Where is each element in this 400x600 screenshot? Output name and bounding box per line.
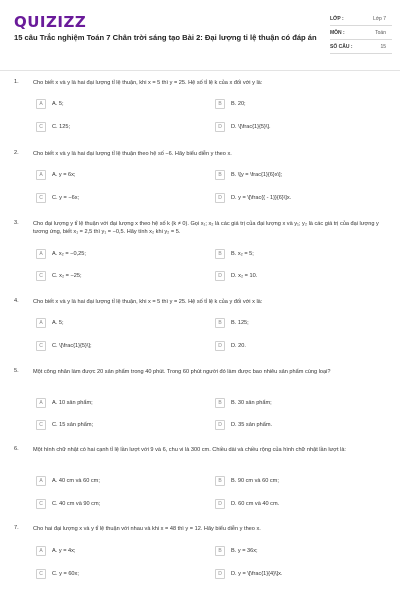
option-text: C. 15 sản phẩm;: [52, 422, 94, 428]
meta-key: MÔN :: [330, 29, 345, 36]
option-letter: A: [36, 398, 46, 408]
option-a[interactable]: [36, 397, 93, 409]
option-a[interactable]: [36, 545, 75, 557]
option-letter: C: [36, 193, 46, 203]
option-text: B. x₂ = 5;: [231, 251, 254, 257]
option-a[interactable]: [36, 248, 86, 260]
option-b[interactable]: [215, 317, 249, 329]
question-text: Cho đại lượng y tỉ lệ thuận với đại lượng x theo hệ số k (k ≠ 0). Gọi x₁; x₂ là các giá trị của đại lượng x và y₁; y₂ là các giá trị của đại lượng y tương ứng, biết x₁ = 2,5 thì y₁ = −0,5. Hãy tính x₂ khi y₂ = 5.: [33, 221, 379, 236]
option-letter: B: [215, 476, 225, 486]
worksheet-title: 15 câu Trắc nghiệm Toán 7 Chân trời sáng tạo Bài 2: Đại lượng tỉ lệ thuận có đáp án: [14, 33, 317, 42]
option-letter: D: [215, 193, 225, 203]
option-d[interactable]: [215, 419, 272, 431]
option-text: B. 20;: [231, 101, 246, 107]
question-1: [0, 79, 400, 139]
question-6: [0, 446, 400, 516]
option-letter: D: [215, 420, 225, 430]
option-text: A. x₂ = −0,25;: [52, 251, 86, 257]
question-2: [0, 150, 400, 210]
option-b[interactable]: [215, 397, 272, 409]
option-text: D. 20.: [231, 343, 246, 349]
option-text: C. \[\frac{1}{5}\];: [52, 343, 92, 349]
option-letter: B: [215, 170, 225, 180]
option-b[interactable]: [215, 98, 246, 110]
option-text: C. x₂ = −25;: [52, 273, 82, 279]
option-text: B. 125;: [231, 320, 249, 326]
option-letter: D: [215, 271, 225, 281]
option-letter: A: [36, 318, 46, 328]
question-text: Cho biết x và y là hai đại lượng tỉ lệ thuận, khi x = 5 thì y = 25. Hệ số tỉ lệ k của x đối với y là:: [33, 80, 263, 86]
option-letter: A: [36, 99, 46, 109]
option-letter: C: [36, 122, 46, 132]
meta-value: Toán: [375, 29, 386, 36]
option-letter: C: [36, 271, 46, 281]
option-b[interactable]: [215, 248, 254, 260]
meta-row-count: [330, 40, 392, 54]
meta-row-class: [330, 12, 392, 26]
option-letter: C: [36, 420, 46, 430]
option-c[interactable]: [36, 121, 70, 133]
option-letter: C: [36, 569, 46, 579]
option-d[interactable]: [215, 270, 257, 282]
option-b[interactable]: [215, 475, 279, 487]
option-text: D. 60 cm và 40 cm.: [231, 501, 280, 507]
option-d[interactable]: [215, 192, 291, 204]
option-letter: A: [36, 249, 46, 259]
header-divider: [0, 70, 400, 71]
option-b[interactable]: [215, 545, 258, 557]
option-letter: B: [215, 99, 225, 109]
option-text: B. y = 36x;: [231, 548, 258, 554]
option-c[interactable]: [36, 568, 79, 580]
meta-value: Lớp 7: [372, 15, 386, 22]
option-text: A. 5;: [52, 101, 64, 107]
option-letter: A: [36, 170, 46, 180]
option-a[interactable]: [36, 169, 75, 181]
option-text: A. y = 4x;: [52, 548, 76, 554]
meta-row-subject: [330, 26, 392, 40]
question-number: 6.: [14, 446, 19, 452]
question-number: 1.: [14, 79, 19, 85]
question-number: 3.: [14, 220, 19, 226]
option-c[interactable]: [36, 270, 82, 282]
quizizz-logo: QUIZIZZ: [14, 13, 87, 31]
question-text: Một công nhân làm được 20 sản phẩm trong 40 phút. Trong 60 phút người đó làm được bao nhiêu sản phẩm cùng loại?: [33, 369, 331, 375]
question-3: [0, 220, 400, 290]
option-letter: D: [215, 122, 225, 132]
question-5: [0, 368, 400, 438]
question-number: 5.: [14, 368, 19, 374]
option-c[interactable]: [36, 340, 92, 352]
option-letter: B: [215, 318, 225, 328]
option-d[interactable]: [215, 340, 246, 352]
option-letter: D: [215, 341, 225, 351]
question-text: Một hình chữ nhật có hai cạnh tỉ lệ lần lượt với 9 và 6, chu vi là 300 cm. Chiều dài và chiều rộng của hình chữ nhật lần lượt là:: [33, 447, 346, 453]
option-letter: C: [36, 499, 46, 509]
meta-key: LỚP :: [330, 15, 344, 22]
option-text: C. 40 cm và 90 cm;: [52, 501, 101, 507]
option-text: B. 90 cm và 60 cm;: [231, 478, 279, 484]
option-letter: C: [36, 341, 46, 351]
question-7: [0, 525, 400, 585]
option-text: D. x₂ = 10.: [231, 273, 258, 279]
option-d[interactable]: [215, 568, 282, 580]
option-c[interactable]: [36, 419, 93, 431]
option-text: C. y = −6x;: [52, 195, 80, 201]
worksheet-meta: [330, 12, 392, 54]
option-text: D. \[\frac{1}{5}\].: [231, 124, 271, 130]
option-text: B. 30 sản phẩm;: [231, 400, 272, 406]
question-number: 7.: [14, 525, 19, 531]
option-text: D. y = \[\frac{1}{4}\]x.: [231, 571, 283, 577]
option-a[interactable]: [36, 475, 100, 487]
meta-value: 15: [380, 43, 386, 50]
question-number: 2.: [14, 150, 19, 156]
option-letter: B: [215, 249, 225, 259]
question-4: [0, 298, 400, 358]
question-text: Cho hai đại lượng x và y tỉ lệ thuận với nhau và khi x = 48 thì y = 12. Hãy biểu diễn y theo x.: [33, 526, 261, 532]
worksheet-header: [0, 0, 400, 70]
option-letter: B: [215, 398, 225, 408]
option-text: D. 35 sản phẩm.: [231, 422, 273, 428]
option-letter: A: [36, 476, 46, 486]
meta-key: SỐ CÂU :: [330, 43, 353, 50]
option-d[interactable]: [215, 498, 279, 510]
option-text: A. y = 6x;: [52, 172, 76, 178]
option-text: C. y = 60x;: [52, 571, 79, 577]
option-text: A. 40 cm và 60 cm;: [52, 478, 100, 484]
option-c[interactable]: [36, 498, 100, 510]
option-letter: D: [215, 499, 225, 509]
option-c[interactable]: [36, 192, 79, 204]
option-b[interactable]: [215, 169, 282, 181]
question-text: Cho biết x và y là hai đại lượng tỉ lệ thuận theo hệ số −6. Hãy biểu diễn y theo x.: [33, 151, 232, 157]
option-text: C. 125;: [52, 124, 71, 130]
option-text: D. y = \[\frac{{ - 1}}{6}\]x.: [231, 195, 292, 201]
option-a[interactable]: [36, 317, 64, 329]
option-a[interactable]: [36, 98, 64, 110]
option-text: A. 10 sản phẩm;: [52, 400, 93, 406]
question-number: 4.: [14, 298, 19, 304]
option-d[interactable]: [215, 121, 271, 133]
option-letter: B: [215, 546, 225, 556]
option-text: A. 5;: [52, 320, 64, 326]
option-text: B. \[y = \frac{1}{6}x\];: [231, 172, 283, 178]
question-text: Cho biết x và y là hai đại lượng tỉ lệ thuận, khi x = 5 thì y = 25. Hệ số tỉ lệ k của y đối với x là:: [33, 299, 263, 305]
option-letter: A: [36, 546, 46, 556]
option-letter: D: [215, 569, 225, 579]
